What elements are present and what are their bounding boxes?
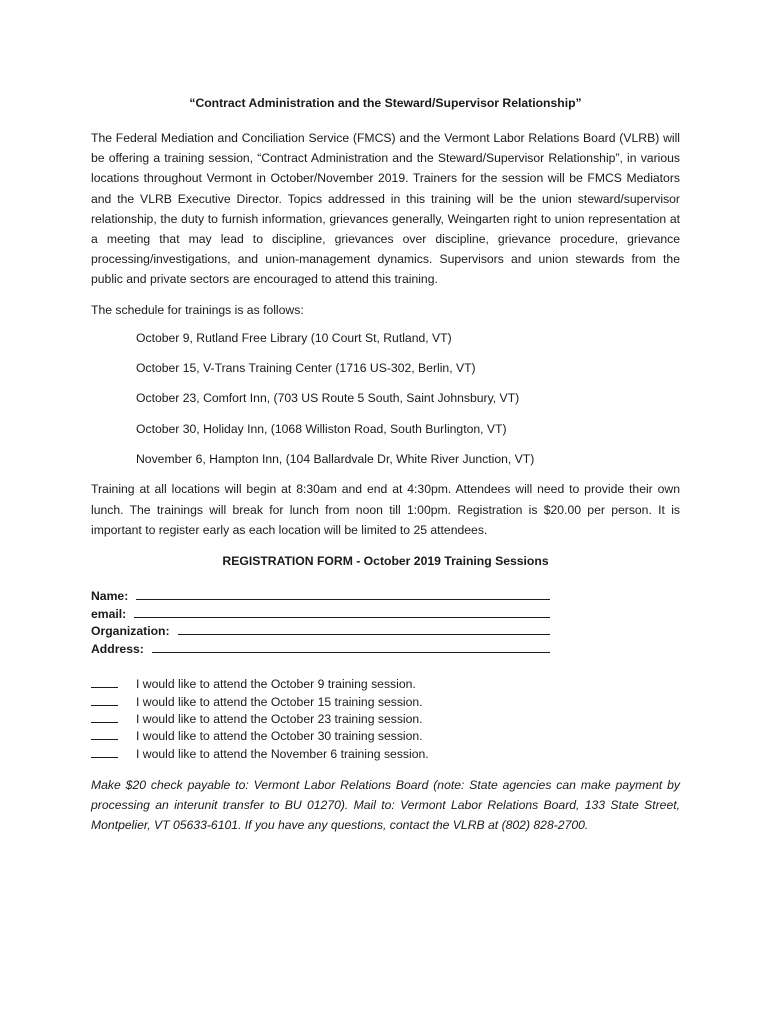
name-field[interactable] xyxy=(91,586,550,604)
email-label: email: xyxy=(91,606,127,621)
address-blank-line[interactable] xyxy=(152,652,550,653)
schedule-item: October 15, V-Trans Training Center (1716 US-302, Berlin, VT) xyxy=(136,361,476,376)
session-option[interactable] xyxy=(91,709,680,726)
registration-form-title: REGISTRATION FORM - October 2019 Training Sessions xyxy=(222,553,549,568)
name-blank-line[interactable] xyxy=(136,599,550,600)
option-label: I would like to attend the October 23 training session. xyxy=(136,712,423,727)
schedule-intro: The schedule for trainings is as follows: xyxy=(91,302,304,317)
document-page xyxy=(91,94,680,835)
organization-label: Organization: xyxy=(91,624,170,639)
session-option[interactable] xyxy=(91,691,680,708)
organization-blank-line[interactable] xyxy=(178,634,550,635)
email-blank-line[interactable] xyxy=(134,617,550,618)
session-options xyxy=(91,674,680,761)
payment-instructions: Make $20 check payable to: Vermont Labor Relations Board (note: State agencies can make payment by processing an interunit transfer to BU 01270). Mail to: Vermont Labor Relations Board, 133 State Street, Montpelier, VT 05633-6101. If you have any questions, contact the VLRB at (802) 828-2700. xyxy=(91,777,680,833)
option-label: I would like to attend the October 15 training session. xyxy=(136,694,423,709)
schedule-item: October 9, Rutland Free Library (10 Court St, Rutland, VT) xyxy=(136,330,452,345)
address-field[interactable] xyxy=(91,638,550,656)
email-field[interactable] xyxy=(91,603,550,621)
option-checkbox-blank[interactable] xyxy=(91,757,118,758)
organization-field[interactable] xyxy=(91,621,550,639)
option-label: I would like to attend the October 9 training session. xyxy=(136,677,416,692)
intro-paragraph: The Federal Mediation and Conciliation Service (FMCS) and the Vermont Labor Relations Board (VLRB) will be offering a training session, “Contract Administration and the Steward/Supervisor Relationship”, in various locations throughout Vermont in October/November 2019. Trainers for the session will be FMCS Mediators and the VLRB Executive Director. Topics addressed in this training will be the union steward/supervisor relationship, the duty to furnish information, grievances generally, Weingarten right to union representation at a meeting that may lead to discipline, grievances over discipline, grievance procedure, grievance processing/investigations, and union-management dynamics. Supervisors and union stewards from the public and private sectors are encouraged to attend this training. xyxy=(91,131,680,287)
schedule-item: November 6, Hampton Inn, (104 Ballardvale Dr, White River Junction, VT) xyxy=(136,452,535,467)
schedule-list xyxy=(91,328,680,469)
option-label: I would like to attend the November 6 training session. xyxy=(136,746,429,761)
option-checkbox-blank[interactable] xyxy=(91,722,118,723)
schedule-item: October 23, Comfort Inn, (703 US Route 5 South, Saint Johnsbury, VT) xyxy=(136,391,520,406)
document-title: “Contract Administration and the Steward/Supervisor Relationship” xyxy=(189,96,582,110)
name-label: Name: xyxy=(91,589,129,604)
option-label: I would like to attend the October 30 training session. xyxy=(136,729,423,744)
schedule-item: October 30, Holiday Inn, (1068 Williston Road, South Burlington, VT) xyxy=(136,421,507,436)
details-paragraph: Training at all locations will begin at 8:30am and end at 4:30pm. Attendees will need to provide their own lunch. The trainings will break for lunch from noon till 1:00pm. Registration is $20.00 per person. It is important to register early as each location will be limited to 25 attendees. xyxy=(91,482,680,537)
address-label: Address: xyxy=(91,641,144,656)
session-option[interactable] xyxy=(91,674,680,691)
option-checkbox-blank[interactable] xyxy=(91,739,118,740)
session-option[interactable] xyxy=(91,743,680,760)
option-checkbox-blank[interactable] xyxy=(91,687,118,688)
registration-fields xyxy=(91,586,680,656)
option-checkbox-blank[interactable] xyxy=(91,705,118,706)
session-option[interactable] xyxy=(91,726,680,743)
